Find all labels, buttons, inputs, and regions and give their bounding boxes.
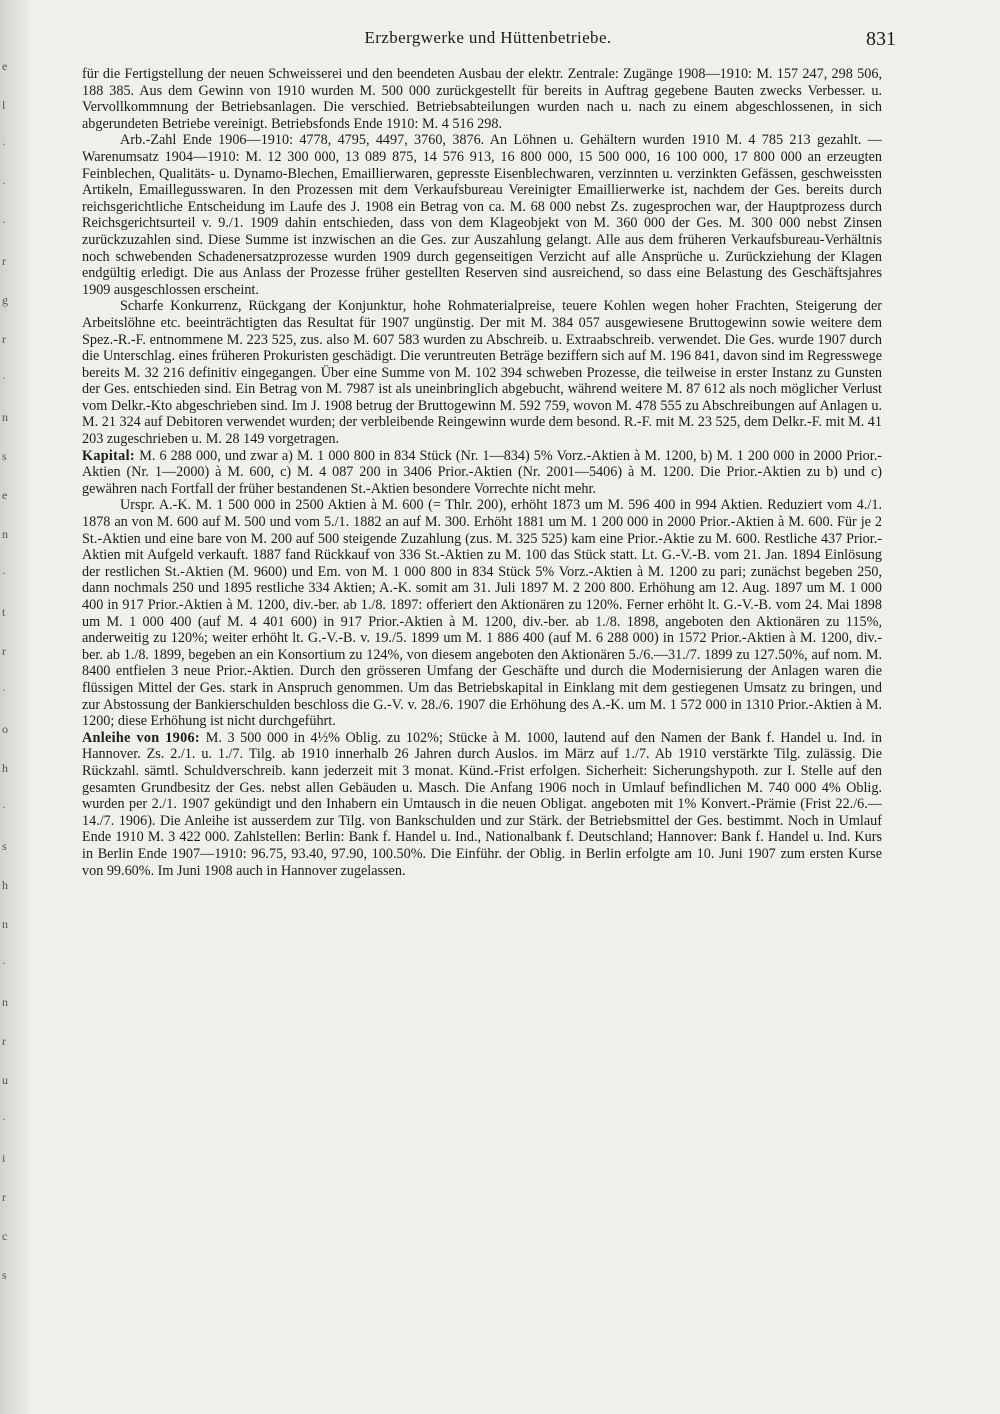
margin-fragment: t xyxy=(2,605,6,619)
section-lead-anleihe: Anleihe von 1906: xyxy=(82,729,206,746)
margin-fragment: r xyxy=(2,644,6,658)
paragraph-text: Arb.-Zahl Ende 1906—1910: 4778, 4795, 4497, 3760, 3876. An Löhnen u. Gehältern wurden 1910 M. 4 785 213 gezahlt. — Warenumsatz 1904—1910: M. 12 300 000, 13 089 875, 14 576 913, 16 800 000, 15 500 000, 16 100 000, 17 800 000 an erzeugten Feinblechen, Qualitäts- u. Dynamo-Blechen, Emaillierwaren, gepresste Eisenblechwaren, verzinnten u. verzinkten Gefässen, geschweissten Artikeln, Emaillegusswaren. In den Prozessen mit dem Verkaufsbureau Vereinigter Emaillierwerke ist, nachdem der Ges. bereits durch reichsgerichtliche Entscheidung im Laufe des J. 1908 ein Betrag von ca. M. 68 000 nebst Zs. zugesprochen war, der Hauptprozess durch Reichsgerichtsurteil v. 9./1. 1909 dahin entschieden, dass von dem Klageobjekt von M. 360 000 der Ges. M. 300 000 nebst Zinsen zurückzuzahlen sind. Diese Summe ist inzwischen an die Ges. zur Auszahlung gelangt. Alle aus dem früheren Verkaufsbureau-Verhältnis noch schwebenden Schadenersatzprozesse wurden 1909 durch gegenseitigen Verzicht auf alle Ansprüche u. Zurückziehung der Klagen endgültig erledigt. Die aus Anlass der Prozesse früher gestellten Reserven sind ausreichend, so dass eine Belastung des Geschäftsjahres 1909 ausgeschlossen erscheint. xyxy=(82,132,882,298)
paragraph-betriebsfonds xyxy=(82,66,882,132)
paragraph-arbeiterzahl xyxy=(82,132,882,298)
margin-fragment: · xyxy=(2,371,6,385)
margin-fragment: n xyxy=(2,995,8,1009)
margin-fragment: · xyxy=(2,956,6,970)
margin-fragment: s xyxy=(2,1268,7,1282)
paragraph-anleihe xyxy=(82,730,882,879)
margin-fragment: h xyxy=(2,878,8,892)
paragraph-text: Scharfe Konkurrenz, Rückgang der Konjunktur, hohe Rohmaterialpreise, teuere Kohlen wegen hoher Frachten, Steigerung der Arbeitslöhne etc. beeinträchtigten das Resultat für 1907 ungünstig. Der mit M. 384 057 ausgewiesene Bruttogewinn sowie weitere dem Spez.-R.-F. entnommene M. 223 525, zus. also M. 607 583 wurden zu Abschreib. u. Extraabschreib. verwendet. Die Ges. wurde 1907 durch die Unterschlag. eines früheren Prokuristen geschädigt. Die veruntreuten Beträge beziffern sich auf M. 196 841, davon sind im Regresswege bereits M. 32 216 definitiv eingegangen. Über eine Summe von M. 102 394 schweben Prozesse, die teilweise in erster Instanz zu Gunsten der Ges. entschieden sind. Ein Betrag von M. 7987 ist als uneinbringlich abgebucht, während weitere M. 87 612 als noch möglicher Verlust vom Delkr.-Kto abgeschrieben sind. Im J. 1908 betrug der Bruttogewinn M. 592 759, wovon M. 478 555 zu Abschreibungen auf Anlagen u. M. 21 324 auf Debitoren verwendet wurden; der verbleibende Reingewinn wurde dem besond. R.-F. mit M. 23 525, dem Delkr.-F. mit M. 41 203 zugeschrieben u. M. 28 149 vorgetragen. xyxy=(82,298,882,448)
margin-fragment: n xyxy=(2,410,8,424)
margin-fragment: · xyxy=(2,1112,6,1126)
running-title: Erzbergwerke und Hüttenbetriebe. xyxy=(364,28,612,47)
paragraph-kapitalgeschichte xyxy=(82,497,882,729)
margin-fragment: e xyxy=(2,488,8,502)
margin-fragment: e xyxy=(2,59,8,73)
margin-fragment: g xyxy=(2,293,8,307)
margin-fragment: s xyxy=(2,449,7,463)
paragraph-text: M. 3 500 000 in 4½% Oblig. zu 102%; Stücke à M. 1000, lautend auf den Namen der Bank f. Handel u. Ind. in Hannover. Zs. 2./1. u. 1./7. Tilg. ab 1910 innerhalb 26 Jahren durch Auslos. im März auf 1./7. Ab 1910 verstärkte Tilg. zulässig. Die Rückzahl. sämtl. Schuldverschreib. kann jederzeit mit 3 monat. Künd.-Frist erfolgen. Sicherheit: Sicherungshypoth. zur I. Stelle auf den gesamten Grundbesitz der Ges. nebst allen Gebäuden u. Masch. Die Anfang 1906 noch in Umlauf befindlichen M. 740 000 4% Oblig. wurden per 2./1. 1907 gekündigt und den Inhabern ein Umtausch in die neuen Obligat. angeboten mit 1% Konvert.-Prämie (Frist 22./6.—14./7. 1906). Die Anleihe ist ausserdem zur Tilg. von Bankschulden und zur Stärk. der Betriebsmittel der Ges. bestimmt. Noch in Umlauf Ende 1910 M. 3 422 000. Zahlstellen: Berlin: Bank f. Handel u. Ind., Nationalbank f. Deutschland; Hannover: Bank f. Handel u. Ind. Kurs in Berlin Ende 1907—1910: 96.75, 93.40, 97.90, 100.50%. Die Einführ. der Oblig. in Berlin erfolgte am 10. Juni 1907 zum ersten Kurse von 99.60%. Im Juni 1908 auch in Hannover zugelassen. xyxy=(82,729,882,879)
margin-fragment: · xyxy=(2,215,6,229)
margin-fragment: i xyxy=(2,1151,6,1165)
page-number: 831 xyxy=(866,28,896,50)
margin-fragment: r xyxy=(2,332,6,346)
margin-fragment: n xyxy=(2,917,8,931)
margin-fragment: · xyxy=(2,683,6,697)
paragraph-kapital xyxy=(82,448,882,498)
margin-fragment: h xyxy=(2,761,8,775)
paragraph-text: für die Fertigstellung der neuen Schweisserei und den beendeten Ausbau der elektr. Zentrale: Zugänge 1908—1910: M. 157 247, 298 506, 188 385. Aus dem Gewinn von 1910 wurden M. 500 000 zurückgestellt für bereits in Auftrag gegebene Bauten zwecks Verbesser. u. Vervollkommnung der Betriebsanlagen. Die verschied. Betriebsabteilungen wurden nach u. nach zu einem abgeschlossenen, in sich abgerundeten Betriebe vereinigt. Betriebsfonds Ende 1910: M. 4 516 298. xyxy=(82,66,882,132)
margin-fragment: o xyxy=(2,722,8,736)
section-lead-kapital: Kapital: xyxy=(82,447,140,464)
page-body xyxy=(82,66,882,1366)
margin-fragment: · xyxy=(2,566,6,580)
paragraph-konkurrenz xyxy=(82,298,882,447)
margin-fragment: u xyxy=(2,1073,8,1087)
margin-fragment: n xyxy=(2,527,8,541)
paragraph-text: M. 6 288 000, und zwar a) M. 1 000 800 in 834 Stück (Nr. 1—834) 5% Vorz.-Aktien à M. 1200, b) M. 1 200 000 in 2000 Prior.-Aktien (Nr. 1—2000) à M. 600, c) M. 4 087 200 in 3406 Prior.-Aktien (Nr. 2001—5406) à M. 1200. Die Prior.-Aktien zu b) und c) gewähren nach Fortfall der früher bestandenen St.-Aktien besondere Vorrechte nicht mehr. xyxy=(82,447,882,497)
paragraph-text: Urspr. A.-K. M. 1 500 000 in 2500 Aktien à M. 600 (= Thlr. 200), erhöht 1873 um M. 596 400 in 994 Aktien. Reduziert vom 4./1. 1878 an von M. 600 auf M. 500 und vom 5./1. 1882 an auf M. 300. Erhöht 1881 um M. 1 200 000 in 2000 Prior.-Aktien à M. 600. Für je 2 St.-Aktien und eine bare von M. 200 auf 500 steigende Zuzahlung (zus. M. 325 525) kam eine Prior.-Aktie zu M. 600. Restliche 437 Prior.-Aktien mit Aufgeld verkauft. 1887 fand Rückkauf von 336 St.-Aktien zu M. 100 das Stück statt. Lt. G.-V.-B. vom 21. Jan. 1894 Einlösung der restlichen St.-Aktien (M. 9600) und Em. von M. 1 000 800 in 834 Stück 5% Vorz.-Aktien à M. 1200 zu pari; zunächst begeben 250, dann nochmals 250 und 1895 restliche 334 Aktien; A.-K. somit am 31. Juli 1897 M. 2 200 800. Erhöhung am 12. Aug. 1897 um M. 1 000 400 in 917 Prior.-Aktien à M. 1200, div.-ber. ab 1./8. 1897: offeriert den Aktionären zu 120%. Ferner erhöht lt. G.-V.-B. vom 24. Mai 1898 um M. 1 000 400 (auf M. 4 401 600) in 917 Prior.-Aktien à M. 1200, div.-ber. ab 1./8. 1898, angeboten den Aktionären zu 115%, anderweitig zu 120%; weiter erhöht lt. G.-V.-B. v. 19./5. 1899 um M. 1 886 400 (auf M. 6 288 000) in 1572 Prior.-Aktien à M. 1200, div.-ber. ab 1./8. 1899, begeben an ein Konsortium zu 124%, von diesem angeboten den Aktionären 5./6.—31./7. 1899 zu 127.50%, auf nom. M. 8400 entfielen 3 neue Prior.-Aktien. Durch den grösseren Umfang der Geschäfte und durch die Modernisierung der Anlagen waren die flüssigen Mittel der Ges. stark in Anspruch genommen. Um das Betriebskapital in Einklang mit dem gestiegenen Umsatz zu bringen, und zur Abstossung der Bankierschulden beschloss die G.-V. v. 28./6. 1907 die Erhöhung des A.-K. um M. 1 572 000 in 1310 Prior.-Aktien à M. 1200; diese Erhöhung ist nicht durchgeführt. xyxy=(82,497,882,730)
margin-fragment: r xyxy=(2,254,6,268)
margin-fragment: r xyxy=(2,1190,6,1204)
margin-fragment: · xyxy=(2,800,6,814)
margin-fragment: c xyxy=(2,1229,8,1243)
margin-fragment: l xyxy=(2,98,6,112)
margin-fragment: s xyxy=(2,839,7,853)
margin-fragment: r xyxy=(2,1034,6,1048)
margin-fragment: · xyxy=(2,137,6,151)
page-header xyxy=(80,28,896,56)
margin-fragment: · xyxy=(2,176,6,190)
